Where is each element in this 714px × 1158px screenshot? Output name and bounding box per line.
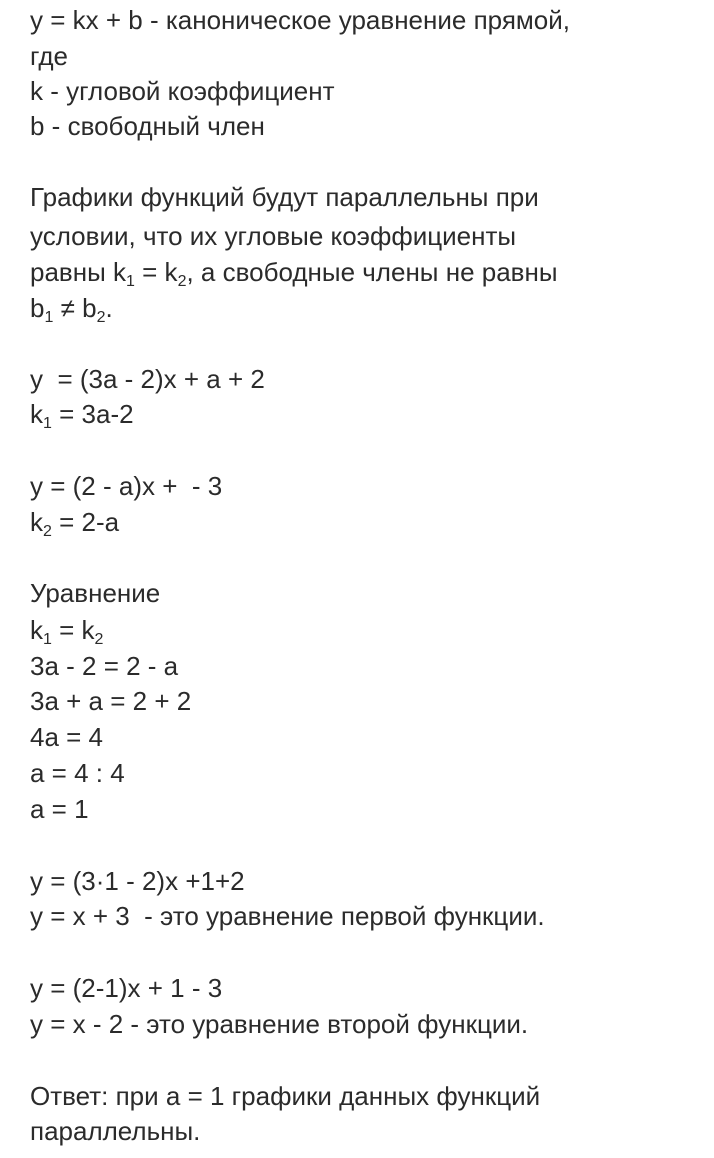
solve-step-4: a = 4 : 4 xyxy=(30,758,125,788)
slope-definition-line: k - угловой коэффициент xyxy=(30,76,335,106)
first-function-result: y = x + 3 - это уравнение первой функции. xyxy=(30,901,545,931)
second-function-substitution: y = (2-1)x + 1 - 3 xyxy=(30,973,223,1003)
intercept-definition-line: b - свободный член xyxy=(30,111,265,141)
second-function-result: y = x - 2 - это уравнение второй функции. xyxy=(30,1009,529,1039)
slopes-equal-line: $k_1 = k_2$ xyxy=(30,615,104,648)
first-function-substitution: y = (3·1 - 2)x +1+2 xyxy=(30,866,245,896)
second-slope-line: $k_2 = 2-a$ xyxy=(30,507,120,540)
parallel-condition-line-4: $b_1 \ne b_2$. xyxy=(30,293,113,326)
second-function-equation: y = (2 - a)x + - 3 xyxy=(30,471,223,501)
solve-result: a = 1 xyxy=(30,794,89,824)
first-function-equation: y = (3a - 2)x + a + 2 xyxy=(30,364,265,394)
equation-heading: Уравнение xyxy=(30,578,161,608)
solve-step-2: 3a + a = 2 + 2 xyxy=(30,686,192,716)
parallel-condition-line-3: равны $k_1 = k_2$, а свободные члены не равны xyxy=(30,257,558,290)
answer-line-2: параллельны. xyxy=(30,1116,201,1146)
first-slope-line: $k_1 = 3a-2$ xyxy=(30,399,134,432)
solve-step-3: 4a = 4 xyxy=(30,722,104,752)
where-line: где xyxy=(30,41,68,71)
answer-line-1: Ответ: при a = 1 графики данных функций xyxy=(30,1081,541,1111)
parallel-condition-line-2: условии, что их угловые коэффициенты xyxy=(30,221,517,251)
solve-step-1: 3a - 2 = 2 - a xyxy=(30,651,179,681)
parallel-condition-line-1: Графики функций будут параллельны при xyxy=(30,182,539,212)
canonical-equation-line: y = kx + b - каноническое уравнение прямой, xyxy=(30,5,570,35)
